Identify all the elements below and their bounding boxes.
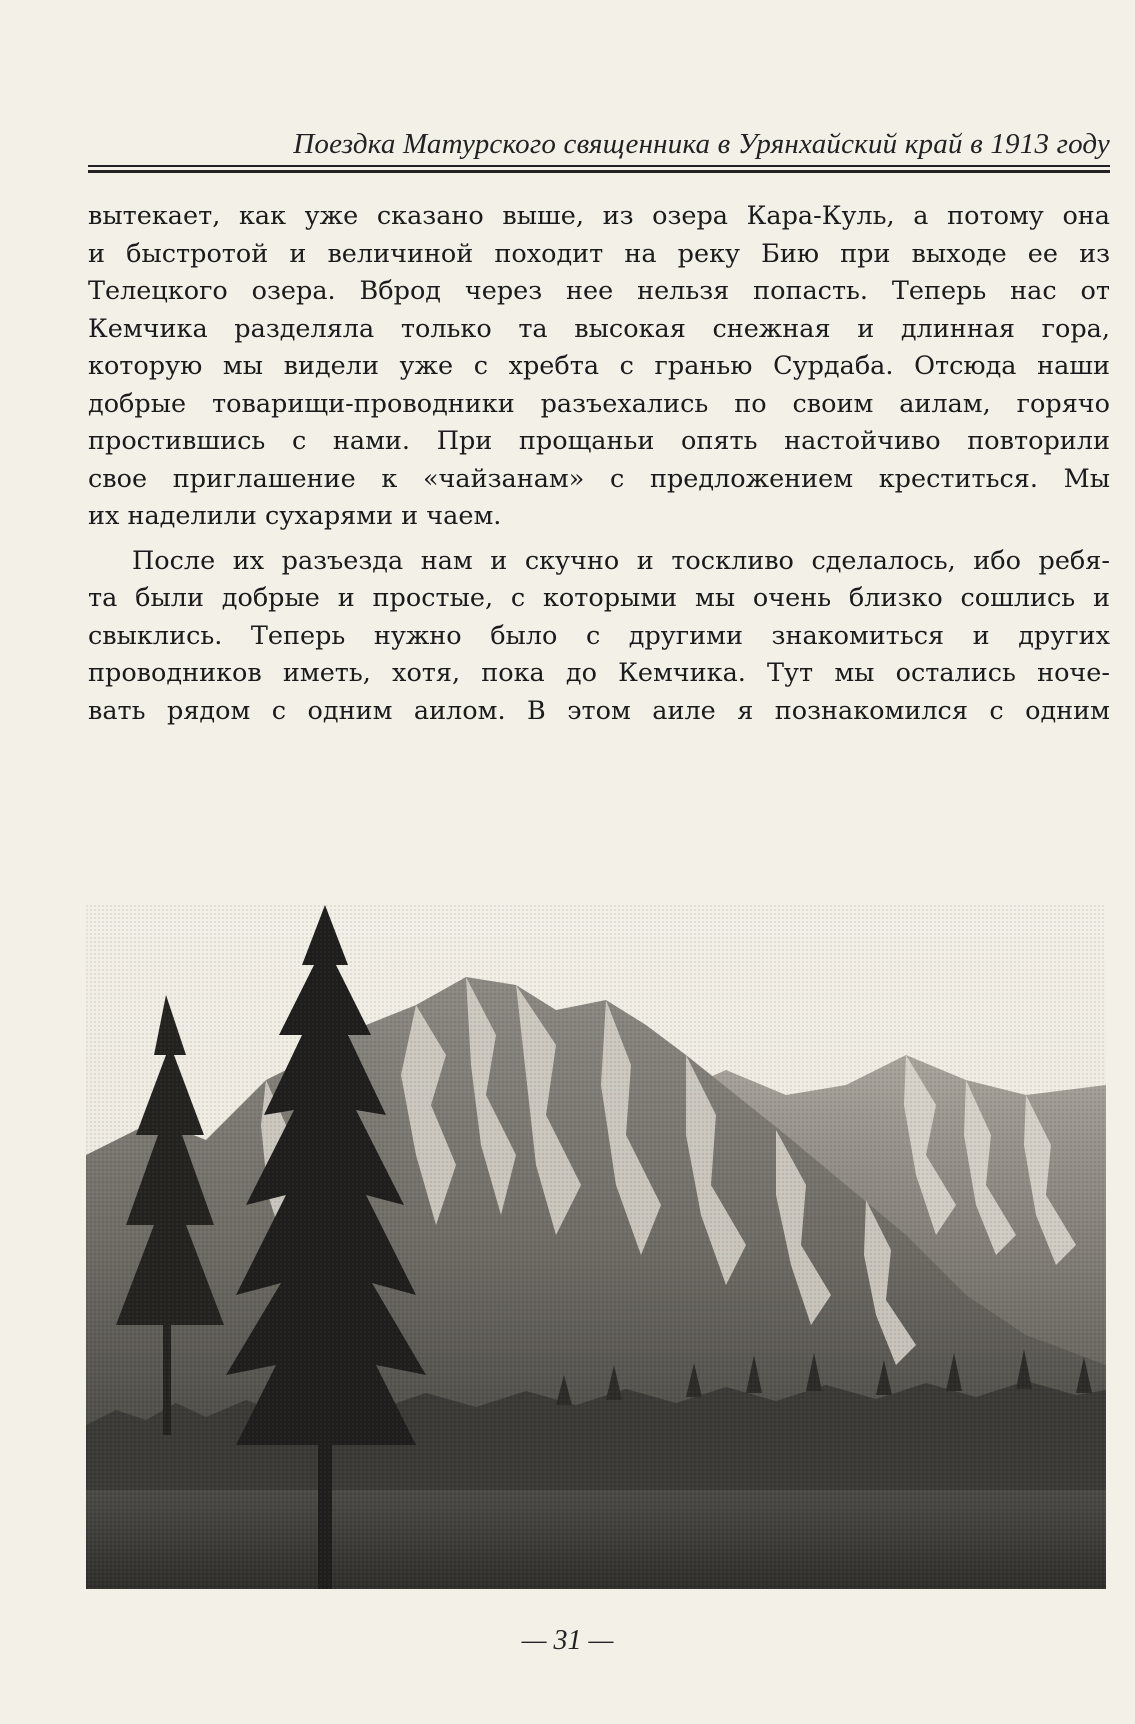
text-line: вытекает, как уже сказано выше, из озера Кара-Куль, а потому она <box>88 201 1110 231</box>
text-line: свыклись. Теперь нужно было с другими знакомиться и других <box>88 620 1110 651</box>
text-line: проводников иметь, хотя, пока до Кемчика. Тут мы остались ноче- <box>88 658 1110 688</box>
text-line: и быстротой и величиной походит на реку Бию при выходе ее из <box>88 238 1110 269</box>
text-line: вать рядом с одним аилом. В этом аиле я познакомился с одним <box>88 695 1110 726</box>
paragraph-gap <box>88 536 1110 543</box>
grain-overlay <box>86 905 1106 1589</box>
text-line: Телецкого озера. Вброд через нее нельзя попасть. Теперь нас от <box>88 276 1110 306</box>
header-rule-thick <box>88 170 1110 173</box>
text-line: Кемчика разделяла только та высокая снежная и длинная гора, <box>88 313 1110 344</box>
mountain-landscape-photo <box>86 905 1106 1589</box>
text-line: их наделили сухарями и чаем. <box>88 501 502 531</box>
paragraph-2 <box>88 543 1110 731</box>
text-line: добрые товарищи-проводники разъехались по своим аилам, горячо <box>88 388 1110 419</box>
text-line: После их разъезда нам и скучно и тоскливо сделалось, ибо ребя- <box>132 545 1110 576</box>
page-number: — 31 — <box>521 1625 614 1656</box>
mountain-photo-drawing <box>86 905 1106 1589</box>
text-line: которую мы видели уже с хребта с гранью Сурдаба. Отсюда наши <box>88 351 1110 381</box>
text-line: простившись с нами. При прощаньи опять настойчиво повторили <box>88 426 1110 456</box>
body-text <box>88 198 1110 730</box>
text-line: свое приглашение к «чайзанам» с предложением креститься. Мы <box>88 463 1110 494</box>
paragraph-1 <box>88 198 1110 536</box>
text-line: та были добрые и простые, с которыми мы очень близко сошлись и <box>88 583 1110 613</box>
header-rule <box>88 165 1110 167</box>
running-header: Поездка Матурского священника в Урянхайский край в 1913 году <box>293 128 1110 160</box>
